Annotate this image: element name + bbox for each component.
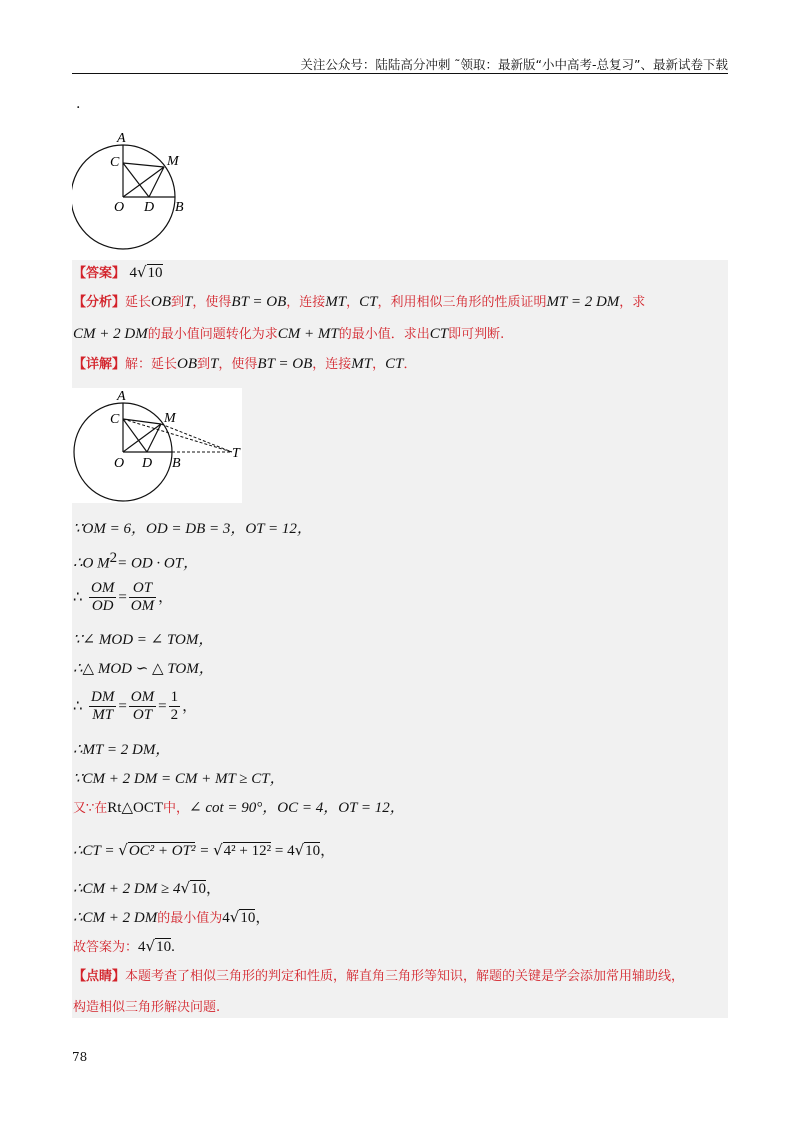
detail-math: MT <box>351 356 373 372</box>
step-9-math: ∠ cot = 90°，OC = 4，OT = 12， <box>189 800 405 816</box>
step-6-frac: 1 <box>170 689 179 705</box>
step-12: ∴CM + 2 DM的最小值为4√10， <box>73 908 271 926</box>
step-10-radicand: 10 <box>305 843 321 859</box>
figure-1-line-DM <box>149 167 164 197</box>
figure-2-label-C: C <box>110 412 120 427</box>
analysis-text: ，求 <box>619 295 646 310</box>
analysis-text: 延长 <box>125 295 152 310</box>
figure-2-label-D: D <box>142 456 153 471</box>
analysis-math: CM + MT <box>277 326 339 342</box>
step-3-frac: OM <box>91 580 115 596</box>
step-2-text: ∴O M <box>73 555 110 572</box>
step-9-math: Rt△OCT <box>107 800 163 816</box>
header-rule <box>72 73 728 74</box>
step-8: ∵CM + 2 DM = CM + MT ≥ CT， <box>73 771 285 787</box>
detail-tag: 【详解】 <box>73 357 126 372</box>
analysis-text: ，连接 <box>286 295 326 310</box>
analysis-text: 即可判断. <box>448 327 505 342</box>
analysis-math: T <box>184 294 193 310</box>
step-13-math: 4 <box>138 939 146 955</box>
comment-line-1 <box>73 966 684 987</box>
step-13: 故答案为：4√10. <box>73 937 175 955</box>
answer-radicand: 10 <box>147 265 163 281</box>
step-3-frac: OD <box>91 598 114 614</box>
detail-text: ， <box>372 357 386 372</box>
analysis-tag: 【分析】 <box>73 295 126 310</box>
step-9 <box>73 798 405 819</box>
step-12-math: 4 <box>222 910 230 926</box>
comment-text: 本题考查了相似三角形的判定和性质，解直角三角形等知识，解题的关键是学会添加常用辅助线， <box>125 969 685 984</box>
figure-2-label-O: O <box>114 456 125 471</box>
step-9-text: 又∵在 <box>73 801 108 816</box>
step-10-radicand: 4² + 12² <box>223 843 272 859</box>
step-12-math: ∴CM + 2 DM <box>73 910 158 926</box>
analysis-math: OB <box>151 294 172 310</box>
step-13-radicand: 10 <box>156 939 172 955</box>
figure-1-label-A: A <box>117 131 126 146</box>
stray-mark: . <box>76 96 81 112</box>
detail-math: OB <box>177 356 198 372</box>
figure-1-label-O: O <box>114 200 125 215</box>
step-2: ∴O $M^2=$ OD · OT， <box>73 550 199 572</box>
detail-text: ． <box>403 357 417 372</box>
step-10-math: = <box>195 843 214 859</box>
page-number: 78 <box>72 1050 88 1064</box>
figure-2-circle-diagram <box>72 388 242 503</box>
step-10: ∴CT = √OC² + OT² = √4² + 12² = 4√10， <box>73 841 336 859</box>
step-12-radicand: 10 <box>240 910 256 926</box>
step-10-math: = 4 <box>271 843 295 859</box>
analysis-math: CT <box>359 294 378 310</box>
figure-2-label-T: T <box>232 446 240 461</box>
figure-2-label-M: M <box>164 411 176 426</box>
step-3-frac: OM <box>130 598 155 614</box>
step-6-frac: DM <box>91 689 115 705</box>
detail-text: ，连接 <box>312 357 352 372</box>
figure-1-line-CD <box>123 163 149 197</box>
step-6-frac: OT <box>132 707 153 723</box>
comment-line-2 <box>73 997 220 1018</box>
analysis-text: ， <box>346 295 360 310</box>
step-11: ∴CM + 2 DM ≥ 4√10， <box>73 879 222 897</box>
step-12-text: 的最小值为 <box>157 911 223 926</box>
answer-line: 【答案】 4√10 <box>73 263 163 281</box>
analysis-text: 的最小值．求出 <box>338 327 430 342</box>
analysis-math: CT <box>429 326 449 342</box>
detail-text: 到 <box>197 357 211 372</box>
figure-1-label-D: D <box>144 200 155 215</box>
analysis-math: MT <box>325 294 347 310</box>
figure-1-label-C: C <box>110 155 120 170</box>
analysis-text: ，使得 <box>192 295 232 310</box>
detail-line <box>73 354 417 375</box>
comment-tag: 【点睛】 <box>73 969 126 984</box>
figure-1-circle-diagram <box>72 130 202 255</box>
page-header: 关注公众号：陆陆高分冲刺 ˜领取：最新版“小中高考-总复习”、最新试卷下载 <box>300 57 728 72</box>
detail-text: ，使得 <box>218 357 258 372</box>
step-6-frac: OM <box>130 689 155 705</box>
detail-math: BT = OB <box>257 356 313 372</box>
analysis-text: 到 <box>171 295 185 310</box>
step-11-math: ∴CM + 2 DM ≥ 4 <box>73 881 181 897</box>
step-5: ∴△ MOD ∽ △ TOM， <box>73 661 214 677</box>
step-11-radicand: 10 <box>191 881 207 897</box>
step-6-frac: 2 <box>170 707 179 723</box>
step-10-math: ∴CT = <box>73 843 119 859</box>
detail-math: T <box>210 356 219 372</box>
analysis-line-1 <box>73 292 645 313</box>
analysis-text: ，利用相似三角形的性质证明 <box>377 295 547 310</box>
detail-text: 解：延长 <box>125 357 178 372</box>
step-9-text: 中， <box>163 801 190 816</box>
step-1: ∵OM = 6，OD = DB = 3，OT = 12， <box>73 521 312 537</box>
analysis-text: 的最小值问题转化为求 <box>147 327 278 342</box>
figure-2-label-A: A <box>117 389 126 404</box>
figure-1-label-B: B <box>175 200 184 215</box>
step-6-frac: MT <box>92 707 114 723</box>
figure-1-label-M: M <box>167 154 179 169</box>
analysis-math: MT = 2 DM <box>546 294 620 310</box>
step-13-text: 故答案为： <box>73 940 139 955</box>
step-3: ∴ $\frac{OM}{OD}$ = $\frac{OT}{OM}$ ， <box>73 580 174 614</box>
step-2-text: = OD · OT， <box>117 555 199 572</box>
answer-value: 4 <box>129 265 137 281</box>
step-4: ∵∠ MOD = ∠ TOM， <box>73 632 214 648</box>
figure-2-label-B: B <box>172 456 181 471</box>
detail-math: CT <box>385 356 404 372</box>
step-10-radicand: OC² + OT² <box>128 843 196 859</box>
analysis-line-2 <box>73 324 504 345</box>
analysis-math: CM + 2 DM <box>73 326 148 342</box>
step-3-frac: OT <box>129 580 156 598</box>
comment-text: 构造相似三角形解决问题. <box>73 1000 221 1015</box>
step-6: ∴ $\frac{DM}{MT}$ = $\frac{OM}{OT}$ = $\frac{1}{2}$ ， <box>73 689 198 723</box>
answer-tag: 【答案】 <box>73 266 126 281</box>
analysis-math: BT = OB <box>231 294 287 310</box>
figure-1-line-CM <box>123 163 164 167</box>
step-7: ∴MT = 2 DM， <box>73 742 171 758</box>
